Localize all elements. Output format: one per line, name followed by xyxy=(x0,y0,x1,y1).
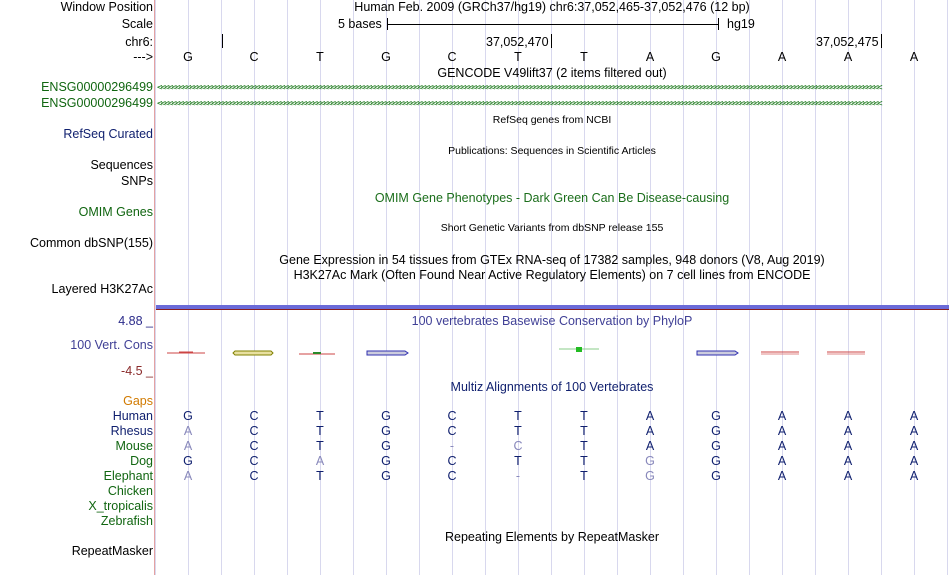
alignment-base: C xyxy=(447,454,457,468)
window-position-label: Window Position xyxy=(60,0,153,14)
reference-base: G xyxy=(381,50,391,64)
alignment-base: A xyxy=(645,409,655,423)
repeatmasker-track-label[interactable]: RepeatMasker xyxy=(71,544,153,558)
alignment-base: C xyxy=(447,469,457,483)
cons-glyph xyxy=(559,347,599,352)
refseq-track-title: RefSeq genes from NCBI xyxy=(492,114,612,126)
cons-glyph xyxy=(697,351,738,355)
alignment-base: T xyxy=(316,424,324,438)
alignment-base: T xyxy=(580,454,588,468)
alignment-base: T xyxy=(316,439,324,453)
alignment-base: A xyxy=(777,439,787,453)
alignment-base: A xyxy=(777,454,787,468)
alignment-base: A xyxy=(183,439,193,453)
coord-label-1: 37,052,470 xyxy=(486,35,549,49)
grid-line xyxy=(155,0,156,575)
alignment-base: A xyxy=(909,439,919,453)
alignment-base: A xyxy=(183,424,193,438)
alignment-base: A xyxy=(777,424,787,438)
scale-assembly-text: hg19 xyxy=(727,17,755,31)
species-label-human[interactable]: Human xyxy=(112,409,153,423)
species-label-dog[interactable]: Dog xyxy=(130,454,153,468)
omim-track-title: OMIM Gene Phenotypes - Dark Green Can Be Disease-causing xyxy=(374,191,730,205)
alignment-base: A xyxy=(843,424,853,438)
alignment-base: G xyxy=(381,454,391,468)
refseq-track-label[interactable]: RefSeq Curated xyxy=(63,127,153,141)
alignment-base: A xyxy=(777,409,787,423)
alignment-base: G xyxy=(645,454,655,468)
h3k27ac-track-label[interactable]: Layered H3K27Ac xyxy=(51,282,153,296)
reference-base: A xyxy=(909,50,919,64)
reference-base: T xyxy=(580,50,588,64)
alignment-base: A xyxy=(777,469,787,483)
snps-track-label[interactable]: SNPs xyxy=(121,174,153,188)
reference-base: A xyxy=(843,50,853,64)
alignment-base: T xyxy=(514,454,522,468)
reference-base: A xyxy=(777,50,787,64)
cons-glyph xyxy=(827,352,865,354)
label-divider xyxy=(154,0,155,575)
multiz-track-title: Multiz Alignments of 100 Vertebrates xyxy=(450,380,654,394)
alignment-base: T xyxy=(316,409,324,423)
alignment-base: G xyxy=(711,424,721,438)
coord-tick xyxy=(881,34,882,48)
reference-base: G xyxy=(183,50,193,64)
alignment-base: A xyxy=(909,424,919,438)
reference-base: C xyxy=(447,50,457,64)
coord-label-2: 37,052,475 xyxy=(816,35,879,49)
alignment-base: G xyxy=(711,469,721,483)
gencode-item-1[interactable]: ENSG00000296499 xyxy=(41,80,153,94)
gencode-item-2[interactable]: ENSG00000296499 xyxy=(41,96,153,110)
alignment-base: C xyxy=(249,454,259,468)
dbsnp-track-title: Short Genetic Variants from dbSNP release 155 xyxy=(440,222,664,234)
gene-strand-2[interactable]: <<<<<<<<<<<<<<<<<<<<<<<<<<<<<<<<<<<<<<<<<<<<<<<<<<<<<<<<<<<<<<<<<<<<<<<<<<<<<<<<<<<<<<<<<<<<<<<<<<<<<<<<<<<<<<<<<<<<<<<<<<<<<<<<<<<<<<<<<<<<<<<<<<<<<<<<<<<<<<<<<<<<<<<<<<<<<<<<<<<<<<<<<<<<<<<<<<<<<<<< xyxy=(157,99,881,109)
reference-base: C xyxy=(249,50,259,64)
alignment-base: G xyxy=(645,469,655,483)
alignment-base: T xyxy=(580,424,588,438)
alignment-base: G xyxy=(711,439,721,453)
alignment-base: G xyxy=(711,409,721,423)
chrom-label: chr6: xyxy=(125,35,153,49)
alignment-base: C xyxy=(249,469,259,483)
sequences-track-title: Publications: Sequences in Scientific Articles xyxy=(448,145,656,157)
reference-base: G xyxy=(711,50,721,64)
scale-bases-text: 5 bases xyxy=(338,17,382,31)
alignment-base: T xyxy=(580,469,588,483)
alignment-base: A xyxy=(183,469,193,483)
alignment-base: G xyxy=(381,439,391,453)
alignment-base: - xyxy=(515,469,521,483)
species-label-elephant[interactable]: Elephant xyxy=(103,469,153,483)
cons-track-title: 100 vertebrates Basewise Conservation by PhyloP xyxy=(411,314,693,328)
alignment-base: A xyxy=(909,469,919,483)
omim-track-label[interactable]: OMIM Genes xyxy=(78,205,153,219)
alignment-base: A xyxy=(909,454,919,468)
scale-tick-right xyxy=(718,18,719,30)
sequences-track-label[interactable]: Sequences xyxy=(90,158,153,172)
alignment-base: A xyxy=(843,439,853,453)
species-label-chicken[interactable]: Chicken xyxy=(107,484,153,498)
alignment-base: C xyxy=(249,439,259,453)
cons-glyph xyxy=(167,352,205,353)
cons-glyph xyxy=(299,352,335,354)
cons-glyphs[interactable] xyxy=(155,338,949,368)
cons-glyph xyxy=(367,351,408,355)
alignment-base: A xyxy=(843,469,853,483)
alignment-base: C xyxy=(447,424,457,438)
alignment-base: C xyxy=(447,409,457,423)
species-label-zebrafish[interactable]: Zebrafish xyxy=(100,514,153,528)
scale-label: Scale xyxy=(121,17,153,31)
reference-base: A xyxy=(645,50,655,64)
alignment-base: A xyxy=(645,439,655,453)
alignment-base: G xyxy=(381,424,391,438)
alignment-base: C xyxy=(513,439,523,453)
alignment-base: G xyxy=(183,409,193,423)
alignment-base: A xyxy=(909,409,919,423)
gencode-track-title: GENCODE V49lift37 (2 items filtered out) xyxy=(437,66,667,80)
species-label-rhesus[interactable]: Rhesus xyxy=(110,424,153,438)
dbsnp-track-label[interactable]: Common dbSNP(155) xyxy=(30,236,153,250)
alignment-base: G xyxy=(381,409,391,423)
cons-glyph xyxy=(761,352,799,354)
alignment-base: T xyxy=(316,469,324,483)
alignment-base: G xyxy=(711,454,721,468)
alignment-base: A xyxy=(843,454,853,468)
cons-track-label[interactable]: 100 Vert. Cons xyxy=(70,338,153,352)
gene-strand-1[interactable]: <<<<<<<<<<<<<<<<<<<<<<<<<<<<<<<<<<<<<<<<<<<<<<<<<<<<<<<<<<<<<<<<<<<<<<<<<<<<<<<<<<<<<<<<<<<<<<<<<<<<<<<<<<<<<<<<<<<<<<<<<<<<<<<<<<<<<<<<<<<<<<<<<<<<<<<<<<<<<<<<<<<<<<<<<<<<<<<<<<<<<<<<<<<<<<<<<<<<<<<< xyxy=(157,83,881,93)
alignment-base: T xyxy=(580,409,588,423)
h3k27ac-baseline xyxy=(156,309,949,310)
alignment-base: G xyxy=(183,454,193,468)
alignment-base: A xyxy=(645,424,655,438)
alignment-base: G xyxy=(381,469,391,483)
alignment-base: C xyxy=(249,409,259,423)
strand-label: ---> xyxy=(133,50,153,64)
reference-base: T xyxy=(514,50,522,64)
alignment-base: T xyxy=(514,424,522,438)
reference-base: T xyxy=(316,50,324,64)
coord-tick xyxy=(551,34,552,48)
alignment-base: T xyxy=(514,409,522,423)
alignment-base: A xyxy=(315,454,325,468)
h3k27ac-track-title: H3K27Ac Mark (Often Found Near Active Regulatory Elements) on 7 cell lines from ENCODE xyxy=(293,268,811,282)
species-label-mouse[interactable]: Mouse xyxy=(115,439,153,453)
scale-line xyxy=(387,24,718,25)
window-position-value: Human Feb. 2009 (GRCh37/hg19) chr6:37,052,465-37,052,476 (12 bp) xyxy=(354,0,750,14)
gtex-track-title: Gene Expression in 54 tissues from GTEx RNA-seq of 17382 samples, 948 donors (V8, Aug 2019) xyxy=(279,253,825,267)
gaps-label[interactable]: Gaps xyxy=(123,394,153,408)
alignment-base: C xyxy=(249,424,259,438)
cons-glyph xyxy=(233,351,273,355)
alignment-base: A xyxy=(843,409,853,423)
species-label-x_tropicalis[interactable]: X_tropicalis xyxy=(88,499,153,513)
alignment-base: T xyxy=(580,439,588,453)
cons-max-value: 4.88 _ xyxy=(118,314,153,328)
repeatmasker-track-title: Repeating Elements by RepeatMasker xyxy=(444,530,659,544)
coord-tick xyxy=(222,34,223,48)
alignment-base: - xyxy=(449,439,455,453)
cons-min-value: -4.5 _ xyxy=(121,364,153,378)
